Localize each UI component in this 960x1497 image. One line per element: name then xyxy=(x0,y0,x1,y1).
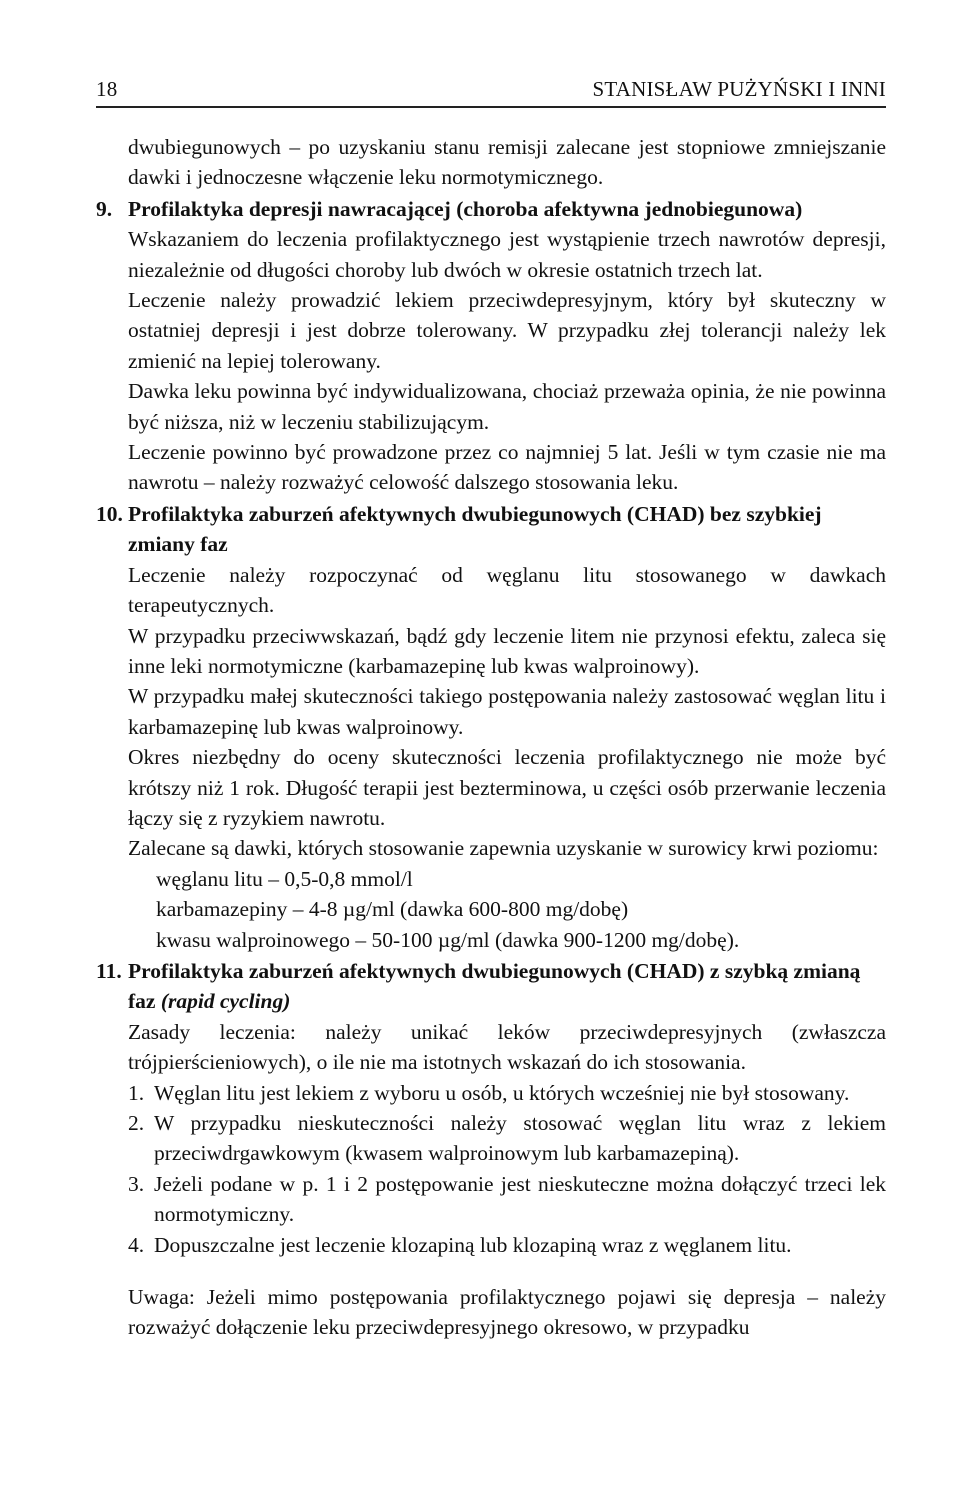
section-10-paragraph: W przypadku przeciwwskazań, bądź gdy leczenie litem nie przynosi efektu, zaleca się inne leki normotymiczne (karbamazepinę lub kwas walproinowy). xyxy=(128,623,886,678)
section-11-number: 11. xyxy=(96,958,122,983)
list-item xyxy=(96,1230,886,1260)
section-11-title: Profilaktyka zaburzeń afektywnych dwubiegunowych (CHAD) z szybką zmianą faz xyxy=(128,958,861,1014)
section-10-paragraph: W przypadku małej skuteczności takiego postępowania należy zastosować węglan litu i karbamazepinę lub kwas walproinowy. xyxy=(128,684,886,739)
list-item-text: Węglan litu jest lekiem z wyboru u osób, u których wcześniej nie był stosowany. xyxy=(154,1080,850,1105)
section-10-paragraph: Okres niezbędny do oceny skuteczności leczenia profilaktycznego nie może być krótszy niż 1 rok. Długość terapii jest bezterminowa, u części osób przerwanie leczenia łączy się z ryzykiem nawrotu. xyxy=(128,745,886,830)
dose-line: węglanu litu – 0,5-0,8 mmol/l xyxy=(156,866,413,891)
section-9-paragraph: Leczenie należy prowadzić lekiem przeciwdepresyjnym, który był skuteczny w ostatniej depresji i jest dobrze tolerowany. W przypadku złej tolerancji należy lek zmienić na lepiej tolerowany. xyxy=(128,288,886,373)
dose-line: karbamazepiny – 4-8 µg/ml (dawka 600-800 mg/dobę) xyxy=(156,897,629,922)
section-11-intro: Zasady leczenia: należy unikać leków przeciwdepresyjnych (zwłaszcza trójpierścieniowych), o ile nie ma istotnych wskazań do ich stosowania. xyxy=(128,1019,886,1075)
section-10-paragraph: Zalecane są dawki, których stosowanie zapewnia uzyskanie w surowicy krwi poziomu: xyxy=(128,836,879,861)
list-item-text: Dopuszczalne jest leczenie klozapiną lub klozapiną wraz z węglanem litu. xyxy=(154,1232,792,1257)
section-11-heading xyxy=(96,956,886,1017)
list-item-text: Jeżeli podane w p. 1 i 2 postępowanie jest nieskuteczne można dołączyć trzeci lek normotymiczny. xyxy=(154,1171,886,1227)
list-item xyxy=(96,1169,886,1230)
list-item-number: 2. xyxy=(128,1111,145,1135)
section-9-paragraph: Dawka leku powinna być indywidualizowana, chociaż przeważa opinia, że nie powinna być niższa, niż w leczeniu stabilizującym. xyxy=(128,379,886,434)
list-item-number: 1. xyxy=(128,1080,145,1105)
section-10-heading xyxy=(96,499,886,560)
list-item xyxy=(96,1108,886,1169)
section-11-title-wrap xyxy=(128,956,886,1017)
list-item xyxy=(96,1078,886,1108)
section-9-heading xyxy=(96,194,886,224)
running-head-authors: STANISŁAW PUŻYŃSKI I INNI xyxy=(592,76,886,101)
list-item-text: W przypadku nieskuteczności należy stosować węglan litu wraz z lekiem przeciwdrgawkowym (kwasem walproinowym lub karbamazepiną). xyxy=(154,1111,886,1166)
page-number: 18 xyxy=(96,76,118,101)
list-item-number: 3. xyxy=(128,1171,145,1196)
section-9-paragraph: Leczenie powinno być prowadzone przez co najmniej 5 lat. Jeśli w tym czasie nie ma nawrotu – należy rozważyć celowość dalszego stosowania leku. xyxy=(128,440,886,495)
page-body xyxy=(96,132,886,1343)
section-10-number: 10. xyxy=(96,501,123,526)
section-9-title: Profilaktyka depresji nawracającej (choroba afektywna jednobiegunowa) xyxy=(128,196,803,221)
list-item-number: 4. xyxy=(128,1232,145,1257)
section-9-number: 9. xyxy=(96,196,113,221)
running-head xyxy=(96,74,886,104)
dose-line: kwasu walproinowego – 50-100 µg/ml (dawka 900-1200 mg/dobę). xyxy=(156,927,740,952)
section-9-paragraph: Wskazaniem do leczenia profilaktycznego jest wystąpienie trzech nawrotów depresji, niezależnie od długości choroby lub dwóch w okresie ostatnich trzech lat. xyxy=(128,227,886,282)
section-10-paragraph: Leczenie należy rozpoczynać od węglanu litu stosowanego w dawkach terapeutycznych. xyxy=(128,562,886,618)
section-11-title-italic: (rapid cycling) xyxy=(160,989,291,1014)
spacer xyxy=(96,1260,886,1282)
intro-paragraph: dwubiegunowych – po uzyskaniu stanu remisji zalecane jest stopniowe zmniejszanie dawki i jednoczesne włączenie leku normotymicznego. xyxy=(128,135,886,190)
section-10-title: Profilaktyka zaburzeń afektywnych dwubiegunowych (CHAD) bez szybkiej zmiany faz xyxy=(128,501,822,557)
note-paragraph: Uwaga: Jeżeli mimo postępowania profilaktycznego pojawi się depresja – należy rozważyć dołączenie leku przeciwdepresyjnego okresowo, w przypadku xyxy=(128,1285,886,1340)
header-rule xyxy=(96,106,886,108)
